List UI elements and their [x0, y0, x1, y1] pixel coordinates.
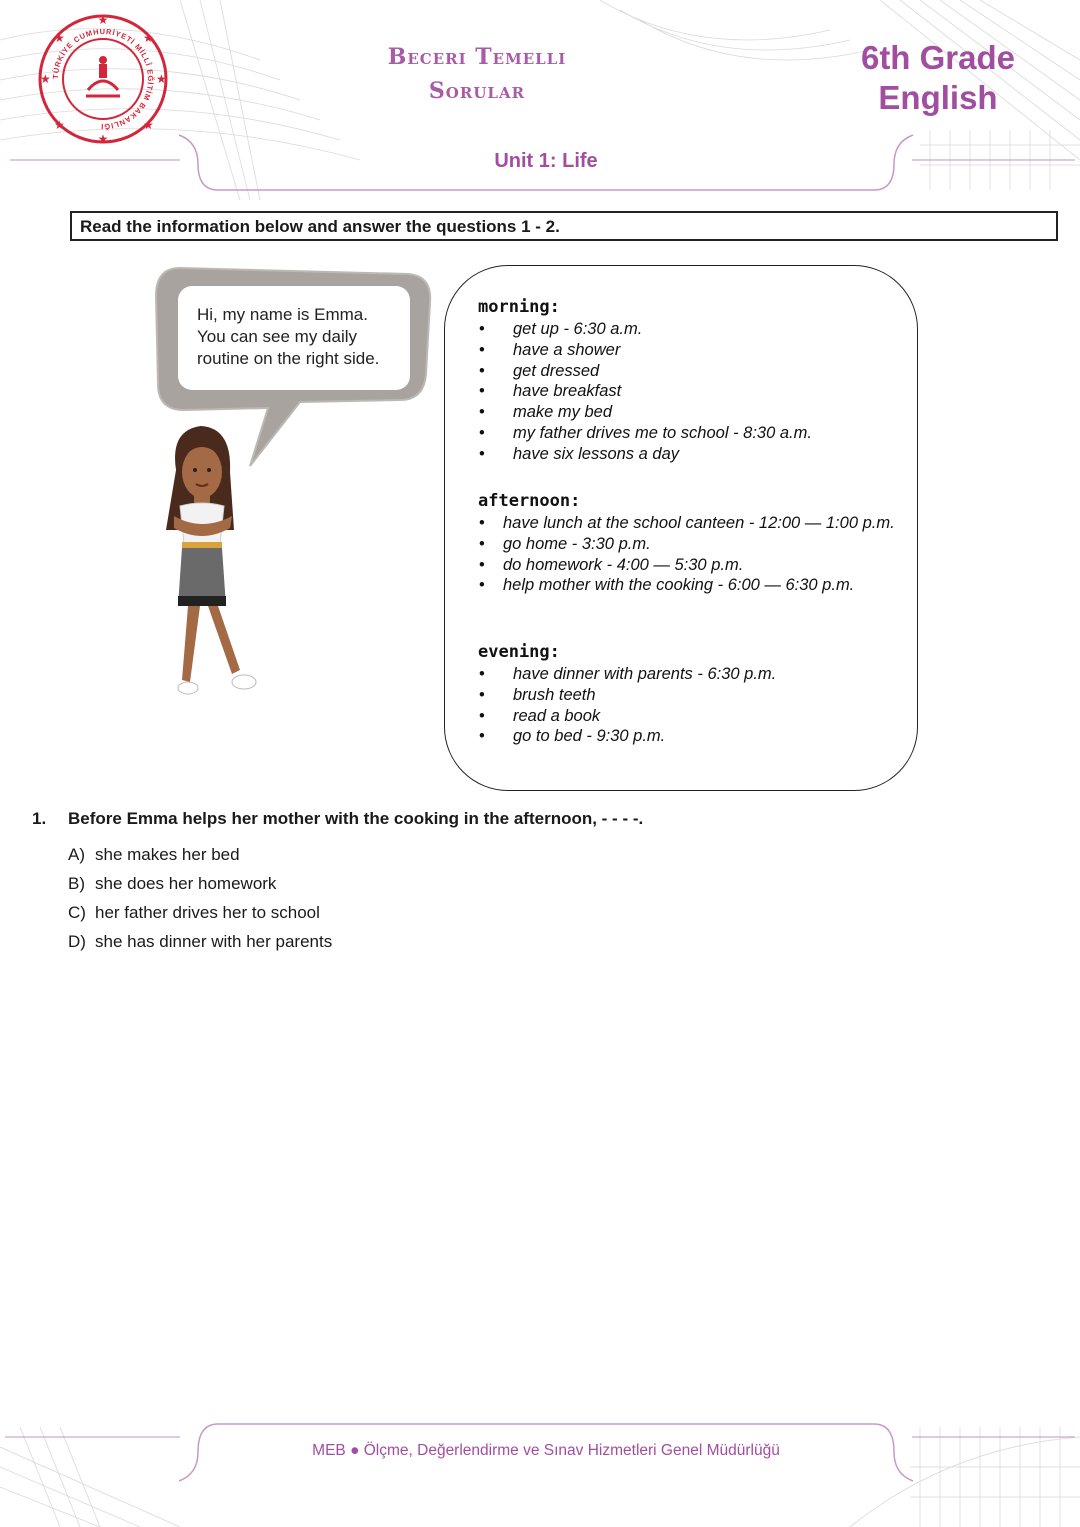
- option-letter: D): [68, 932, 86, 951]
- svg-text:★: ★: [97, 132, 109, 146]
- option-c[interactable]: [68, 903, 332, 932]
- bubble-line-1: Hi, my name is Emma.: [197, 305, 368, 324]
- morning-item: • have six lessons a day: [513, 444, 812, 465]
- question-text: Before Emma helps her mother with the cooking in the afternoon, - - - -.: [68, 809, 644, 828]
- option-text: she makes her bed: [95, 845, 240, 864]
- afternoon-title: afternoon:: [478, 491, 581, 511]
- evening-item: • have dinner with parents - 6:30 p.m.: [513, 664, 776, 685]
- svg-text:★: ★: [143, 118, 154, 132]
- evening-item: • read a book: [513, 706, 776, 727]
- bubble-text: [197, 304, 407, 370]
- grade-title: [838, 38, 1038, 118]
- afternoon-item: • do homework - 4:00 — 5:30 p.m.: [503, 555, 895, 576]
- morning-list: [513, 319, 812, 465]
- instruction-box: Read the information below and answer the questions 1 - 2.: [70, 211, 1058, 241]
- afternoon-item: • go home - 3:30 p.m.: [503, 534, 895, 555]
- svg-text:★: ★: [40, 72, 51, 86]
- option-a[interactable]: [68, 845, 332, 874]
- grade-line-2: English: [878, 79, 998, 116]
- option-text: she does her homework: [95, 874, 277, 893]
- option-letter: C): [68, 903, 86, 922]
- brand-title: [372, 40, 582, 108]
- morning-item: • my father drives me to school - 8:30 a.m.: [513, 423, 812, 444]
- morning-item: • make my bed: [513, 402, 812, 423]
- svg-text:★: ★: [54, 31, 65, 45]
- option-d[interactable]: [68, 932, 332, 961]
- answer-options: [68, 845, 332, 961]
- afternoon-item: • have lunch at the school canteen - 12:00 — 1:00 p.m.: [503, 513, 895, 534]
- option-text: she has dinner with her parents: [95, 932, 333, 951]
- evening-list: [513, 664, 776, 747]
- morning-item: • have breakfast: [513, 381, 812, 402]
- bubble-line-3: routine on the right side.: [197, 349, 380, 368]
- morning-item: • have a shower: [513, 340, 812, 361]
- option-letter: B): [68, 874, 85, 893]
- evening-title: evening:: [478, 642, 560, 662]
- emma-character-illustration: [146, 420, 276, 710]
- question-number: 1.: [32, 809, 47, 828]
- morning-title: morning:: [478, 297, 560, 317]
- ministry-seal-logo: [36, 12, 170, 146]
- evening-item: • go to bed - 9:30 p.m.: [513, 726, 776, 747]
- morning-item: • get up - 6:30 a.m.: [513, 319, 812, 340]
- afternoon-list: [503, 513, 895, 596]
- brand-line-2: Sorular: [428, 78, 526, 104]
- svg-text:★: ★: [156, 72, 167, 86]
- svg-text:★: ★: [143, 31, 154, 45]
- svg-text:★: ★: [54, 118, 65, 132]
- morning-item: • get dressed: [513, 361, 812, 382]
- footer-text: MEB ● Ölçme, Değerlendirme ve Sınav Hizmetleri Genel Müdürlüğü: [312, 1442, 780, 1459]
- afternoon-item: • help mother with the cooking - 6:00 — 6:30 p.m.: [503, 575, 895, 596]
- svg-text:★: ★: [97, 13, 109, 27]
- evening-item: • brush teeth: [513, 685, 776, 706]
- unit-title: Unit 1: Life: [494, 150, 598, 172]
- brand-line-1: Beceri Temelli: [387, 44, 567, 70]
- grade-line-1: 6th Grade: [860, 39, 1016, 76]
- bubble-line-2: You can see my daily: [197, 327, 358, 346]
- option-letter: A): [68, 845, 85, 864]
- svg-text:TÜRKİYE CUMHURİYETİ MİLLÎ EĞİT: TÜRKİYE CUMHURİYETİ MİLLÎ EĞİTİM BAKANLIĞI: [50, 26, 156, 132]
- option-b[interactable]: [68, 874, 332, 903]
- option-text: her father drives her to school: [95, 903, 320, 922]
